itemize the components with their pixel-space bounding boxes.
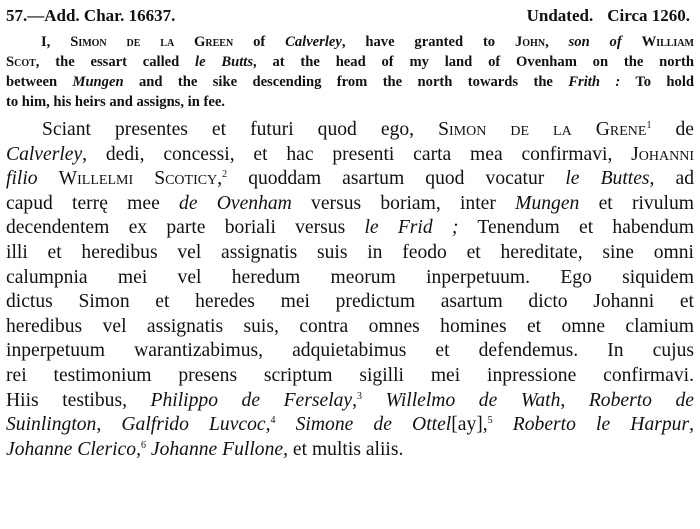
charter-line — [6, 413, 694, 438]
text-run: , dedi, concessi, et hac presenti carta mea confirmavi, — [82, 143, 632, 165]
italic-text: Mungen — [72, 74, 124, 90]
text-run: versus boriam, inter — [291, 192, 516, 214]
charter-line — [6, 290, 694, 315]
text-run: , — [352, 389, 358, 411]
small-caps-name: John — [514, 34, 546, 50]
footnote-marker: 5 — [487, 415, 493, 427]
text-run: , the essart called — [35, 54, 196, 70]
charter-line — [6, 241, 694, 266]
text-run: , — [689, 414, 694, 436]
charter-line — [6, 143, 694, 168]
text-run: , — [265, 414, 271, 436]
text-run: , — [217, 168, 223, 190]
text-run: Tenendum et habendum — [458, 217, 694, 239]
charter-line — [6, 216, 694, 241]
small-caps-name: Scot — [6, 54, 36, 70]
text-run: , ad — [649, 168, 694, 190]
text-run — [38, 168, 59, 189]
charter-heading — [6, 0, 694, 25]
text-run: , have granted to — [341, 34, 515, 50]
charter-line — [6, 315, 694, 340]
italic-text: Suinlington — [6, 414, 97, 436]
footnote-marker: 3 — [357, 390, 363, 402]
italic-text: Willelmo de Wath — [385, 389, 561, 411]
text-run: and the sike descending from the north towards the — [123, 74, 569, 90]
small-caps-name: Willelmi Scoticy — [58, 168, 218, 190]
italic-text: Roberto de — [588, 389, 694, 411]
italic-text: Calverley — [285, 34, 342, 50]
footnote-marker: 2 — [222, 169, 228, 181]
text-run: , at the head of my land of Ovenham on the north — [253, 54, 694, 70]
italic-text: Johanne Fullone — [150, 438, 284, 460]
summary-line — [6, 72, 694, 92]
text-run: , et multis aliis. — [283, 438, 404, 460]
small-caps-name: Simon de la Grene — [438, 119, 647, 140]
charter-line — [6, 167, 694, 192]
italic-text: Simone de Ottel — [295, 414, 452, 436]
italic-text: Calverley — [6, 143, 83, 165]
text-run: et rivulum — [579, 192, 694, 214]
charter-line — [6, 438, 694, 463]
text-run — [493, 414, 513, 435]
footnote-marker: 6 — [140, 439, 146, 451]
summary-line — [6, 52, 694, 72]
italic-text: Frith — [568, 74, 600, 90]
charter-line — [6, 389, 694, 414]
text-run: to him, his heirs and assigns, in fee. — [6, 94, 225, 110]
charter-line — [6, 364, 694, 389]
text-run: , — [560, 389, 589, 411]
italic-text: le Butts — [195, 54, 254, 70]
text-run: Hiis testibus, — [6, 389, 151, 411]
circa-date: Circa 1260. — [607, 6, 690, 25]
text-run: rei testimonium presens scriptum sigilli mei inpressione confirmavi. — [6, 364, 694, 386]
text-run: illi et heredibus vel assignatis suis in feodo et hereditate, sine omni — [6, 241, 694, 263]
charter-line — [6, 118, 694, 143]
small-caps-name: Johanni — [631, 143, 694, 165]
italic-text: le Frid ; — [364, 217, 459, 239]
text-run: quoddam asartum quod vocatur — [227, 168, 566, 190]
italic-text: filio — [6, 168, 38, 190]
text-run: I, — [41, 34, 71, 50]
undated-label: Undated. — [526, 6, 594, 25]
summary-line — [6, 92, 694, 112]
italic-text: son of — [568, 34, 622, 50]
charter-number: 57.—Add. Char. 16637. — [6, 6, 176, 25]
charter-line — [6, 192, 694, 217]
footnote-marker: 4 — [270, 415, 276, 427]
footnote-marker: 1 — [646, 120, 652, 131]
text-run: between — [6, 74, 73, 90]
text-run — [362, 390, 386, 411]
charter-line — [6, 266, 694, 291]
italic-text: : — [599, 74, 621, 90]
latin-charter-text — [6, 118, 694, 462]
charter-date — [527, 6, 690, 26]
text-run — [276, 414, 296, 435]
text-run: of — [233, 34, 286, 50]
text-run: [ay], — [451, 414, 488, 436]
italic-text: Roberto le Harpur — [512, 414, 690, 436]
small-caps-name: William — [641, 34, 694, 50]
document-page — [6, 0, 694, 462]
text-run: heredibus vel assignatis suis, contra omnes homines et omne clamium — [6, 315, 694, 337]
english-summary — [6, 32, 694, 112]
text-run: inperpetuum warantizabimus, adquietabimus et defendemus. In cujus — [6, 340, 694, 362]
italic-text: Galfrido Luvcoc — [121, 414, 266, 436]
italic-text: Philippo de Ferselay — [150, 389, 353, 411]
text-run: de — [651, 119, 694, 140]
text-run: dictus Simon et heredes mei predictum asartum dicto Johanni et — [6, 291, 694, 313]
text-run: decendentem ex parte boriali versus — [6, 217, 365, 239]
italic-text: le Buttes — [565, 168, 650, 190]
charter-line — [6, 339, 694, 364]
italic-text: de Ovenham — [179, 192, 292, 214]
text-run: To hold — [620, 74, 694, 90]
text-run: capud terrę mee — [6, 192, 180, 214]
text-run: Sciant presentes et futuri quod ego, — [42, 119, 439, 140]
italic-text: Mungen — [515, 192, 580, 214]
text-run: , — [545, 34, 569, 50]
text-run: , — [96, 414, 122, 436]
text-run: , — [136, 438, 141, 460]
italic-text: Johanne Clerico — [6, 438, 137, 460]
text-run: calumpnia mei vel heredum meorum inperpetuum. Ego siquidem — [6, 266, 694, 288]
summary-line — [6, 32, 694, 52]
small-caps-name: Simon de la Green — [70, 34, 234, 50]
text-run — [622, 34, 642, 50]
